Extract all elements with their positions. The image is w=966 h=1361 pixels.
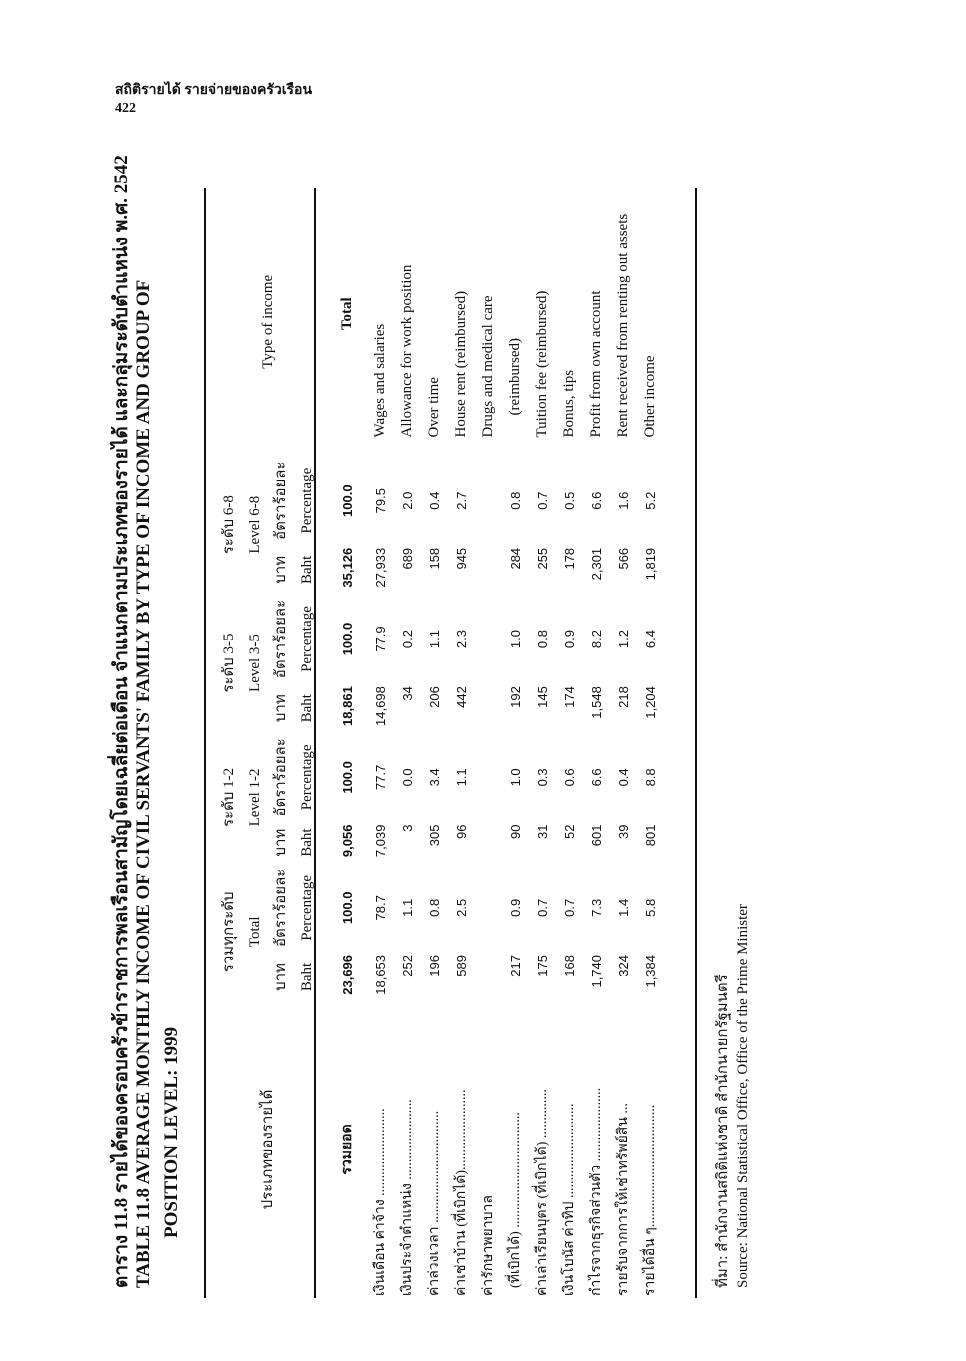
row-label-en: Over time [426, 377, 442, 438]
income-table [216, 188, 664, 1298]
cell-pct: 100.0 [340, 891, 355, 925]
cell-baht: 1,740 [589, 954, 604, 988]
baht-header-en: Baht [299, 828, 315, 857]
cell-baht: 3 [400, 824, 415, 832]
cell-baht: 601 [589, 824, 604, 847]
row-label-th: ค่ารักษาพยาบาล [481, 1195, 496, 1296]
cell-pct: 1.0 [508, 768, 523, 787]
table-row [583, 188, 610, 1298]
row-label-en: Wages and salaries [372, 323, 388, 438]
rotated-table-stage [104, 155, 759, 1328]
cell-pct [475, 594, 502, 684]
cell-baht: 305 [427, 824, 442, 847]
cell-baht: 945 [454, 547, 469, 570]
group-header-en: Level 3-5 [247, 634, 263, 692]
cell-pct: 5.2 [643, 491, 658, 510]
cell-pct: 100.0 [340, 761, 355, 794]
row-label-th: กำไรจากธุรกิจส่วนตัว ..................... [589, 1087, 604, 1296]
row-label-en: Drugs and medical care [480, 295, 496, 438]
cell-baht: 252 [400, 954, 415, 977]
pct-header-en: Percentage [299, 874, 315, 941]
cell-pct: 0.8 [508, 491, 523, 510]
baht-header-en: Baht [299, 962, 315, 992]
cell-baht: 217 [508, 954, 523, 977]
cell-baht: 178 [562, 547, 577, 570]
row-label-th: รวมยอด [340, 1124, 355, 1175]
table-row [529, 188, 556, 1298]
cell-baht: 52 [562, 824, 577, 840]
cell-pct: 1.1 [427, 629, 442, 649]
cell-baht: 174 [562, 686, 577, 708]
cell-baht: 324 [616, 954, 631, 977]
row-label-en: Profit from own account [588, 290, 604, 438]
cell-pct: 0.7 [535, 898, 550, 917]
cell-baht: 34 [400, 686, 415, 701]
row-label-en: Tuition fee (reimbursed) [534, 290, 550, 438]
table-row [502, 188, 529, 1298]
baht-header-en: Baht [299, 555, 315, 585]
row-label-en: (reimbursed) [507, 338, 523, 416]
cell-pct: 0.8 [535, 629, 550, 649]
cell-pct: 2.7 [454, 491, 469, 510]
cell-pct: 1.1 [454, 768, 469, 787]
cell-baht: 175 [535, 954, 550, 977]
cell-baht: 14,698 [373, 686, 388, 726]
table-row-total [320, 188, 367, 1298]
cell-baht: 689 [400, 547, 415, 570]
cell-pct: 1.6 [616, 491, 631, 510]
cell-baht: 255 [535, 547, 550, 570]
row-label-th: ค่าล่วงเวลา ................................ [427, 1110, 442, 1296]
cell-baht: 284 [508, 547, 523, 570]
top-rule [204, 188, 206, 1298]
cell-pct: 1.4 [616, 898, 631, 917]
cell-pct: 0.0 [400, 768, 415, 787]
pct-header-en: Percentage [299, 744, 315, 811]
cell-pct: 0.2 [400, 629, 415, 649]
baht-header-th: บาท [273, 694, 289, 723]
cell-pct: 6.6 [589, 768, 604, 787]
header-row-groups-th [216, 188, 242, 1298]
group-header-th: ระดับ 6-8 [221, 495, 237, 555]
pct-header-en: Percentage [299, 606, 315, 672]
row-label-en: Rent received from renting out assets [615, 213, 631, 438]
group-header-th: รวมทุกระดับ [221, 891, 237, 973]
cell-baht: 39 [616, 824, 631, 840]
cell-baht: 801 [643, 824, 658, 847]
cell-pct: 5.8 [643, 898, 658, 917]
page-header [115, 82, 312, 118]
cell-baht: 566 [616, 547, 631, 570]
cell-pct [475, 732, 502, 822]
row-label-en: Bonus, tips [561, 369, 577, 438]
pct-header-th: อัตราร้อยละ [273, 738, 289, 817]
cell-pct: 100.0 [340, 484, 355, 517]
cell-pct: 0.7 [562, 898, 577, 917]
cell-pct: 0.7 [535, 491, 550, 510]
cell-pct: 0.5 [562, 491, 577, 510]
type-header-th: ประเภทของรายได้ [260, 1089, 276, 1210]
cell-pct: 0.9 [508, 898, 523, 917]
cell-pct: 3.4 [427, 768, 442, 787]
cell-pct: 1.0 [508, 629, 523, 649]
cell-baht [475, 684, 502, 732]
cell-baht: 158 [427, 547, 442, 570]
row-label-th: ค่าเล่าเรียนบุตร (ที่เบิกได้) .............. [535, 1089, 550, 1296]
baht-header-en: Baht [299, 694, 315, 723]
cell-baht: 96 [454, 824, 469, 840]
table-row [610, 188, 637, 1298]
source-th: ที่มา: สำนักงานสถิติแห่งชาติ สำนักนายกรัฐมนตรี [715, 974, 731, 1288]
row-label-th: (ที่เบิกได้) ................................. [508, 1112, 523, 1288]
row-label-th: เงินโบนัส ค่าทิป ........................... [562, 1103, 577, 1296]
table-row [637, 188, 664, 1298]
rotated-table-content [104, 155, 759, 1328]
baht-header-th: บาท [273, 555, 289, 584]
page-header-title: สถิติรายได้ รายจ่ายของครัวเรือน [115, 83, 313, 98]
row-label-en: Total [339, 297, 355, 331]
table-row [448, 188, 475, 1298]
cell-baht: 442 [454, 686, 469, 708]
group-header-th: ระดับ 1-2 [221, 767, 237, 827]
row-label-th: ค่าเช่าบ้าน (ที่เบิกได้)....................... [454, 1089, 469, 1296]
cell-pct: 0.6 [562, 768, 577, 787]
cell-baht: 90 [508, 824, 523, 840]
cell-pct: 0.4 [616, 768, 631, 787]
group-header-en: Total [247, 916, 263, 948]
pct-header-en: Percentage [299, 467, 315, 534]
cell-baht: 589 [454, 954, 469, 977]
row-label-en: House rent (reimbursed) [453, 290, 469, 438]
cell-baht: 18,861 [340, 686, 355, 726]
cell-pct: 6.6 [589, 491, 604, 510]
cell-pct: 1.1 [400, 898, 415, 917]
table-row [475, 188, 502, 1298]
baht-header-th: บาท [273, 963, 289, 991]
cell-baht: 7,039 [373, 824, 388, 858]
cell-baht: 18,653 [373, 954, 388, 995]
row-label-en: Other income [642, 355, 658, 438]
cell-baht: 1,384 [643, 954, 658, 988]
cell-pct: 100.0 [340, 622, 355, 656]
cell-pct: 2.3 [454, 629, 469, 649]
cell-baht: 196 [427, 954, 442, 977]
cell-baht [475, 546, 502, 594]
table-title-en-line2: POSITION LEVEL: 1999 [161, 1026, 182, 1238]
cell-pct [475, 455, 502, 545]
cell-baht: 35,126 [340, 547, 355, 588]
type-header-en: Type of income [260, 274, 276, 369]
cell-baht: 1,548 [589, 686, 604, 719]
cell-pct: 0.9 [562, 629, 577, 649]
cell-pct: 78.7 [373, 895, 388, 921]
cell-baht: 27,933 [373, 547, 388, 588]
row-label-th: รายรับจากการให้เช่าทรัพย์สิน ... [616, 1103, 631, 1296]
pct-header-th: อัตราร้อยละ [273, 868, 289, 947]
row-label-th: เงินประจำตำแหน่ง ....................... [400, 1099, 415, 1296]
cell-baht: 9,056 [340, 824, 355, 858]
cell-pct: 1.2 [616, 629, 631, 649]
cell-pct: 0.4 [427, 491, 442, 510]
cell-baht: 1,204 [643, 686, 658, 719]
cell-baht: 192 [508, 686, 523, 708]
cell-baht: 23,696 [340, 954, 355, 995]
source-en: Source: National Statistical Office, Office of the Prime Minister [735, 904, 751, 1288]
row-label-th: เงินเดือน ค่าจ้าง ......................... [373, 1108, 388, 1296]
cell-pct: 8.2 [589, 629, 604, 649]
page-number: 422 [115, 101, 136, 116]
cell-pct: 6.4 [643, 629, 658, 649]
baht-header-th: บาท [273, 828, 289, 857]
cell-baht: 145 [535, 686, 550, 708]
pct-header-th: อัตราร้อยละ [273, 461, 289, 540]
table-title-en-line1: TABLE 11.8 AVERAGE MONTHLY INCOME OF CIVIL SERVANTS' FAMILY BY TYPE OF INCOME AND GROUP OF [133, 279, 154, 1288]
cell-pct [475, 863, 502, 953]
cell-pct: 77.9 [373, 626, 388, 652]
row-label-en: Allowance for work position [399, 264, 415, 438]
cell-pct: 0.8 [427, 898, 442, 917]
cell-baht: 218 [616, 686, 631, 708]
table-row [556, 188, 583, 1298]
cell-baht: 1,819 [643, 547, 658, 581]
cell-pct: 79.5 [373, 488, 388, 514]
table-title-th: ตาราง 11.8 รายได้ของครอบครัวข้าราชการพลเรือนสามัญโดยเฉลี่ยต่อเดือน จำแนกตามประเภทของรายได้ และกลุ่มระดับตำแหน่ง พ.ศ. 2542 [111, 155, 132, 1288]
cell-pct: 0.3 [535, 768, 550, 787]
cell-baht [475, 953, 502, 1001]
cell-pct: 8.8 [643, 768, 658, 787]
cell-baht: 206 [427, 686, 442, 708]
cell-baht: 31 [535, 824, 550, 840]
group-header-th: ระดับ 3-5 [221, 633, 237, 693]
group-header-en: Level 6-8 [247, 495, 263, 554]
cell-baht [475, 823, 502, 863]
cell-baht: 168 [562, 954, 577, 977]
row-label-th: รายได้อื่น ๆ................................... [643, 1104, 658, 1296]
pct-header-th: อัตราร้อยละ [273, 599, 289, 679]
cell-pct: 2.5 [454, 898, 469, 917]
cell-baht: 2,301 [589, 547, 604, 581]
table-row [367, 188, 394, 1298]
table-row [394, 188, 421, 1298]
cell-pct: 7.3 [589, 898, 604, 917]
cell-pct: 2.0 [400, 491, 415, 510]
group-header-en: Level 1-2 [247, 768, 263, 827]
cell-pct: 77.7 [373, 764, 388, 791]
table-row [421, 188, 448, 1298]
bottom-rule [695, 188, 697, 1298]
